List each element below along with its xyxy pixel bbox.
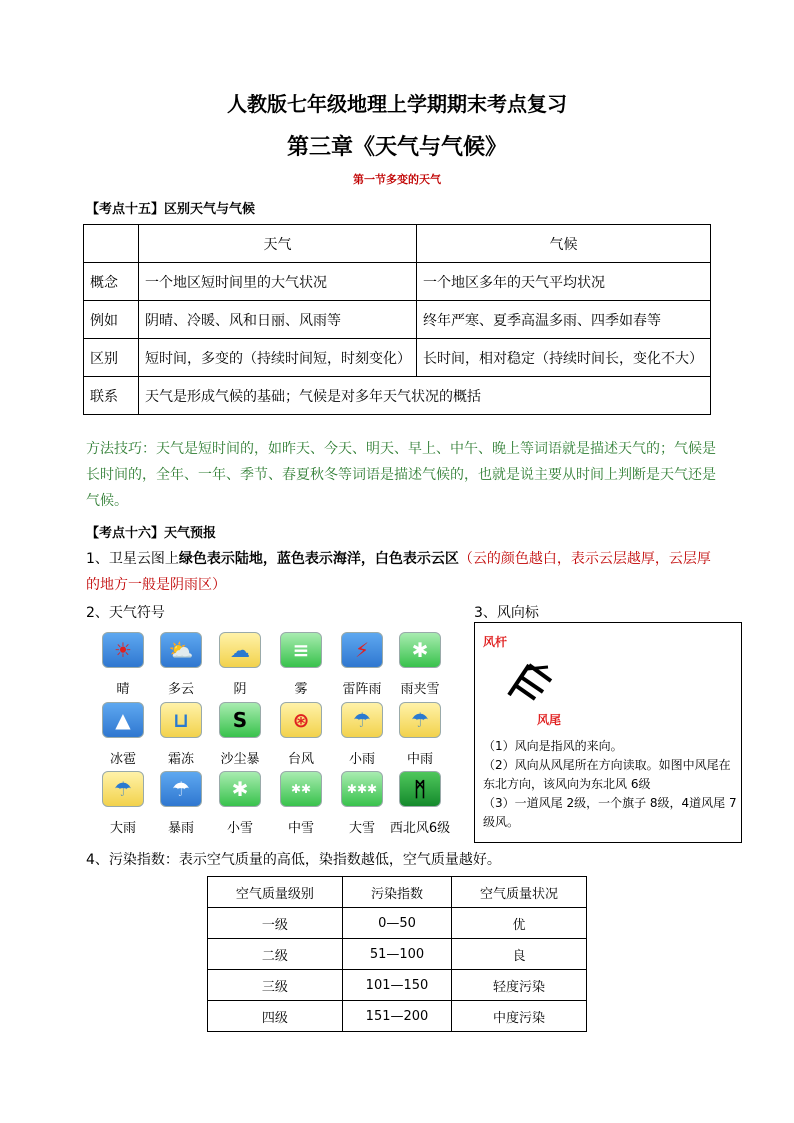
table-header-cell: 气候 [417, 225, 711, 263]
heavy-rain-icon [102, 771, 144, 807]
partly-cloudy-icon-glyph: ⛅ [168, 638, 194, 662]
status-cell: 轻度污染 [452, 970, 587, 1001]
weather-climate-table [83, 224, 711, 415]
index-cell: 51—100 [342, 939, 451, 970]
weather-symbol-label: 小雨 [348, 752, 375, 767]
method-tip: 方法技巧：天气是短时间的，如昨天、今天、明天、早上、中午、晚上等词语就是描述天气的；气候是长时间的，全年、一年、季节、春夏秋冬等词语是描述气候的，也就是说主要从时间上判断是天气还是气候。 [86, 441, 716, 509]
typhoon-icon-glyph: ⊛ [292, 708, 310, 732]
symbols-heading: 2、天气符号 [86, 605, 165, 621]
climate-cell: 一个地区多年的天气平均状况 [417, 263, 711, 301]
status-cell: 中度污染 [452, 1001, 587, 1032]
level-cell: 四级 [208, 1001, 343, 1032]
main-title: 人教版七年级地理上学期期末考点复习 [227, 92, 567, 116]
shaft-label: 风杆 [483, 635, 508, 649]
climate-cell: 长时间，相对稳定（持续时间长，变化不大） [417, 339, 711, 377]
sun-icon-glyph: ☀ [114, 638, 132, 662]
light-rain-icon [341, 702, 383, 738]
level-cell: 三级 [208, 970, 343, 1001]
sun-icon [102, 632, 144, 668]
link-cell: 天气是形成气候的基础；气候是对多年天气状况的概括 [139, 377, 711, 415]
fog-icon [280, 632, 322, 668]
table-row [208, 970, 587, 1001]
moderate-snow-icon [280, 771, 322, 807]
tail-label: 风尾 [537, 713, 562, 727]
table-row [84, 339, 711, 377]
status-cell: 优 [452, 908, 587, 939]
weather-symbol-label: 中雨 [406, 752, 433, 767]
light-snow-icon-glyph: ✱ [231, 777, 249, 801]
partly-cloudy-icon [160, 632, 202, 668]
sleet-icon [399, 632, 441, 668]
weather-symbol-label: 暴雨 [167, 821, 194, 836]
weather-cell: 阴晴、冷暖、风和日丽、风雨等 [139, 301, 417, 339]
rainstorm-icon-glyph: ☂ [172, 777, 190, 801]
pollution-index-note: 4、污染指数：表示空气质量的高低，染指数越低，空气质量越好。 [86, 852, 501, 868]
weather-cell: 一个地区短时间里的大气状况 [139, 263, 417, 301]
frost-icon-glyph: ⊔ [173, 708, 189, 732]
moderate-rain-icon-glyph: ☂ [411, 708, 429, 732]
weather-symbol-label: 雨夹雪 [400, 682, 440, 697]
table-row [208, 939, 587, 970]
table-header-cell: 天气 [139, 225, 417, 263]
weather-symbol-label: 多云 [167, 682, 194, 697]
rainstorm-icon [160, 771, 202, 807]
heavy-snow-icon-glyph: ✱✱✱ [346, 782, 378, 796]
chapter-title: 第三章《天气与气候》 [286, 134, 507, 160]
row-label: 例如 [84, 301, 139, 339]
heavy-snow-icon [341, 771, 383, 807]
northwest-wind-icon-glyph: ᛗ [414, 777, 426, 801]
table-row [208, 1001, 587, 1032]
section-title: 第一节多变的天气 [353, 173, 441, 186]
typhoon-icon [280, 702, 322, 738]
satellite-prefix: 1、卫星云图上 [86, 551, 179, 567]
index-cell: 101—150 [342, 970, 451, 1001]
table-row [84, 377, 711, 415]
row-label: 概念 [84, 263, 139, 301]
northwest-wind-icon [399, 771, 441, 807]
weather-symbol-label: 小雪 [226, 821, 253, 836]
hail-icon-glyph: ▲ [115, 708, 131, 732]
table-row [84, 301, 711, 339]
table-header-cell: 污染指数 [342, 877, 451, 908]
wind-vane-diagram [475, 623, 741, 733]
weather-symbol-label: 沙尘暴 [220, 752, 260, 767]
weather-symbol-label: 霜冻 [167, 752, 194, 767]
weather-symbol-label: 阴 [233, 682, 247, 697]
wind-note: （1）风向是指风的来向。 [483, 739, 623, 753]
thunderstorm-icon [341, 632, 383, 668]
table-header-row [84, 225, 711, 263]
index-cell: 0—50 [342, 908, 451, 939]
weather-symbol-label: 西北风6级 [389, 821, 451, 836]
table-header-cell: 空气质量状况 [452, 877, 587, 908]
fog-icon-glyph: ≡ [292, 638, 310, 662]
frost-icon [160, 702, 202, 738]
row-label: 联系 [84, 377, 139, 415]
moderate-rain-icon [399, 702, 441, 738]
weather-symbol-label: 雷阵雨 [342, 682, 382, 697]
weather-symbol-label: 晴 [116, 682, 130, 697]
light-snow-icon [219, 771, 261, 807]
wind-notes [483, 737, 739, 832]
overcast-icon [219, 632, 261, 668]
table-row [84, 263, 711, 301]
moderate-snow-icon-glyph: ✱✱ [290, 782, 312, 796]
sleet-icon-glyph: ✱ [411, 638, 429, 662]
satellite-white: 白色表示云区 [374, 551, 459, 567]
point15-heading: 【考点十五】区别天气与气候 [86, 202, 256, 217]
weather-symbol-label: 冰雹 [109, 752, 136, 767]
point16-heading: 【考点十六】天气预报 [86, 526, 217, 541]
thunderstorm-icon-glyph: ⚡ [354, 638, 370, 662]
wind-note: （3）一道风尾 2级，一个旗子 8级，4道风尾 7级风。 [483, 796, 737, 829]
weather-symbol-label: 台风 [287, 752, 314, 767]
satellite-note [86, 546, 722, 598]
table-header-cell: 空气质量级别 [208, 877, 343, 908]
air-quality-table [207, 876, 587, 1032]
index-cell: 151—200 [342, 1001, 451, 1032]
satellite-detail: （云的颜色越白，表示云层越厚，云层厚的地方一般是阴雨区） [86, 551, 711, 593]
climate-cell: 终年严寒、夏季高温多雨、四季如春等 [417, 301, 711, 339]
weather-symbol-label: 大雪 [348, 821, 375, 836]
hail-icon [102, 702, 144, 738]
wind-note: （2）风向从风尾所在方向读取。如图中风尾在东北方向，该风向为东北风 6级 [483, 758, 731, 791]
table-header-row [208, 877, 587, 908]
table-row [208, 908, 587, 939]
overcast-icon-glyph: ☁ [230, 638, 250, 662]
wind-vane-heading: 3、风向标 [474, 605, 539, 621]
weather-symbol-label: 雾 [294, 682, 308, 697]
level-cell: 一级 [208, 908, 343, 939]
weather-cell: 短时间，多变的（持续时间短，时刻变化） [139, 339, 417, 377]
table-header-cell [84, 225, 139, 263]
sandstorm-icon [219, 702, 261, 738]
level-cell: 二级 [208, 939, 343, 970]
weather-symbol-label: 中雪 [287, 821, 314, 836]
light-rain-icon-glyph: ☂ [353, 708, 371, 732]
status-cell: 良 [452, 939, 587, 970]
satellite-colors: 绿色表示陆地，蓝色表示海洋， [178, 551, 375, 567]
sandstorm-icon-glyph: S [232, 708, 248, 732]
wind-vane-box [474, 622, 742, 843]
weather-symbol-label: 大雨 [109, 821, 136, 836]
row-label: 区别 [84, 339, 139, 377]
heavy-rain-icon-glyph: ☂ [114, 777, 132, 801]
